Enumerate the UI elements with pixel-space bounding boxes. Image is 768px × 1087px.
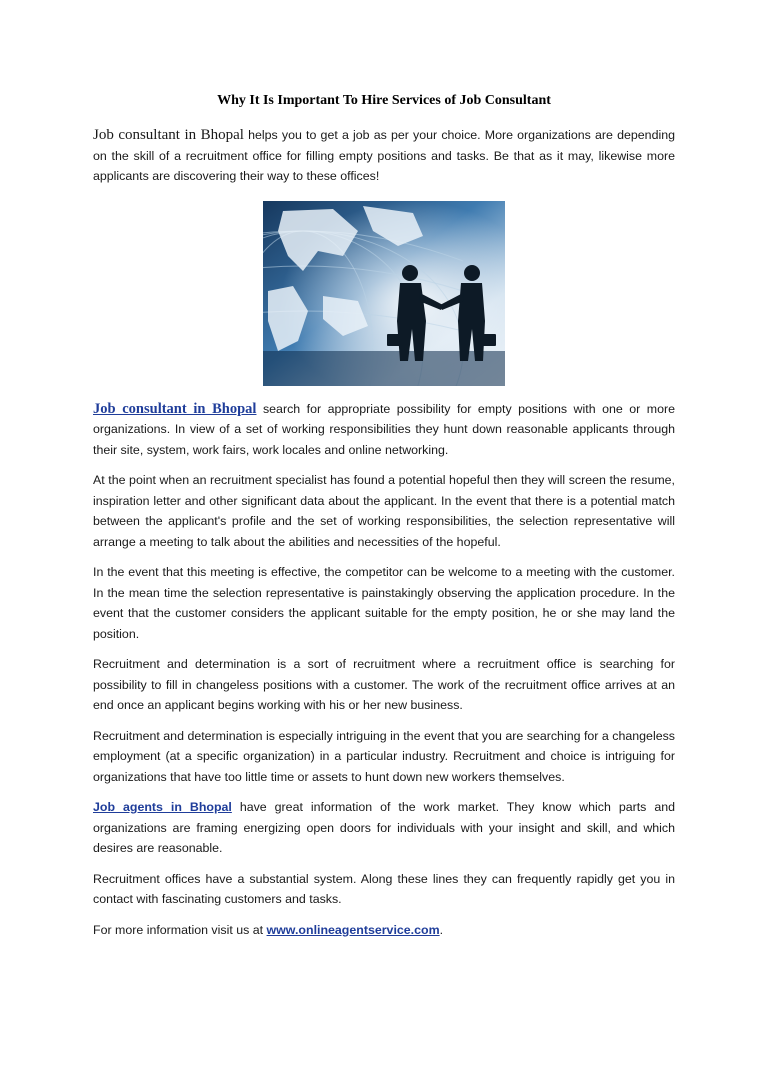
- paragraph-1-text: search for appropriate possibility for empty positions with one or more organizations. In view of a set of working responsibilities they hunt down reasonable applicants through their site, system, work fairs, work locales and online networking.: [93, 401, 675, 457]
- paragraph-2: At the point when an recruitment specialist has found a potential hopeful then they will screen the resume, inspiration letter and other significant data about the applicant. In the event that there is a potential match between the applicant's profile and the set of working responsibilities, the selection representative will arrange a meeting to talk about the abilities and necessities of the hopeful.: [93, 473, 675, 549]
- website-link[interactable]: www.onlineagentservice.com: [266, 922, 440, 937]
- paragraph-6-text: have great information of the work market. They know which parts and organizations are framing energizing open doors for individuals with your insight and skill, and which desires are reasonable.: [93, 800, 675, 855]
- paragraph-1: [93, 399, 675, 461]
- handshake-globe-image: [263, 201, 505, 386]
- footer-paragraph: [93, 920, 675, 941]
- page-title: Why It Is Important To Hire Services of Job Consultant: [217, 93, 551, 108]
- document-body: [93, 125, 675, 940]
- job-consultant-link[interactable]: Job consultant in Bhopal: [93, 400, 257, 417]
- paragraph-6: [93, 797, 675, 859]
- paragraph-7: Recruitment offices have a substantial system. Along these lines they can frequently rapidly get you in contact with fascinating customers and tasks.: [93, 871, 675, 906]
- intro-paragraph: [93, 125, 675, 187]
- paragraph-5: Recruitment and determination is especially intriguing in the event that you are searching for a changeless employment (at a specific organization) in a particular industry. Recruitment and choice is intriguing for organizations that have too little time or assets to hunt down new workers themselves.: [93, 728, 675, 784]
- paragraph-4: Recruitment and determination is a sort of recruitment where a recruitment office is searching for possibility to fill in changeless positions with a customer. The work of the recruitment office arrives at an end once an applicant begins working with his or her new business.: [93, 657, 675, 712]
- footer-text: For more information visit us at: [93, 922, 267, 937]
- footer-end: .: [439, 922, 444, 937]
- intro-lead: Job consultant in Bhopal: [93, 127, 244, 143]
- paragraph-3: In the event that this meeting is effective, the competitor can be welcome to a meeting with the customer. In the mean time the selection representative is painstakingly observing the application procedure. In the event that the customer considers the applicant suitable for the empty position, he or she may land the position.: [93, 565, 675, 641]
- intro-text: helps you to get a job as per your choice. More organizations are depending on the skill of a recruitment office for filling empty positions and tasks. Be that as it may, likewise more applicants are discovering their way to these offices!: [93, 128, 675, 183]
- job-agents-link[interactable]: Job agents in Bhopal: [93, 800, 232, 814]
